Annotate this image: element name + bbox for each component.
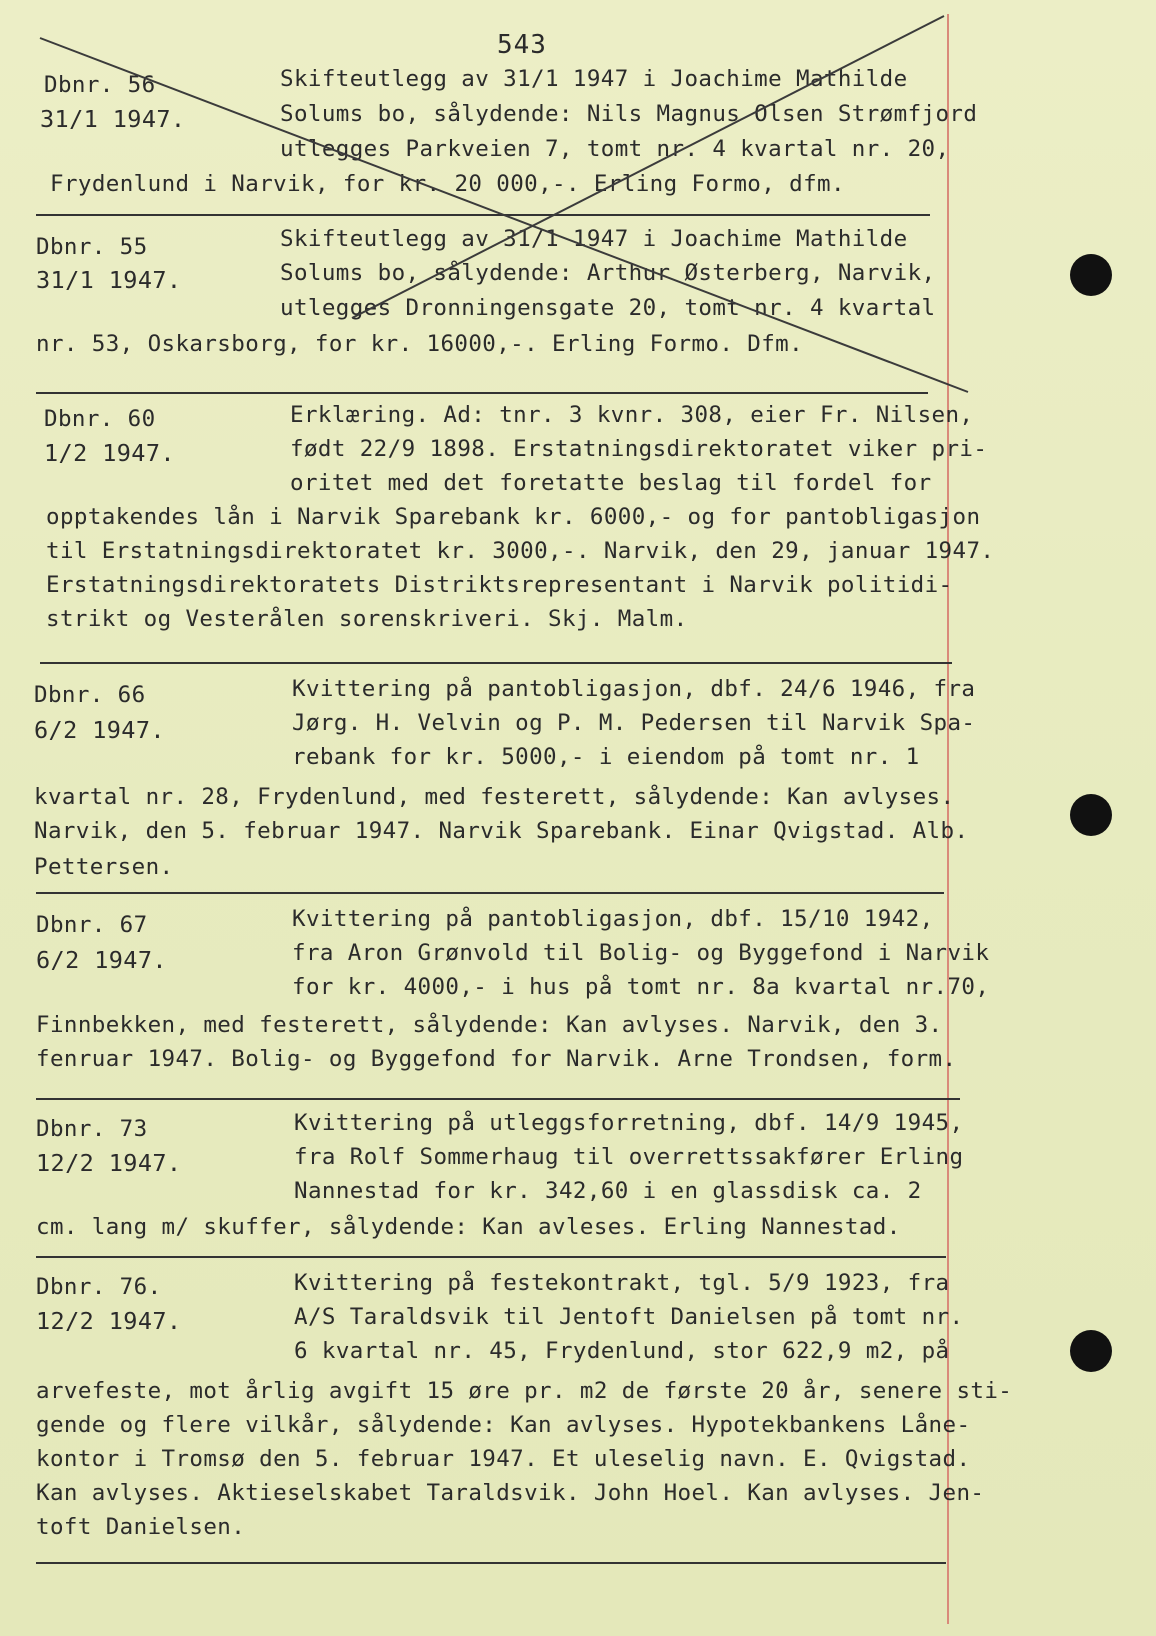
entry-text-line: Kvittering på festekontrakt, tgl. 5/9 1923, fra: [294, 1270, 950, 1296]
entry-text-line: oritet med det foretatte beslag til fordel for: [290, 470, 932, 496]
entry-text-line: Erklæring. Ad: tnr. 3 kvnr. 308, eier Fr. Nilsen,: [290, 402, 974, 428]
page-number: 543: [497, 30, 547, 60]
entry-number: Dbnr. 56: [44, 72, 156, 98]
entry-text-line: Frydenlund i Narvik, for kr. 20 000,-. Erling Formo, dfm.: [50, 171, 845, 197]
entry-text-line: til Erstatningsdirektoratet kr. 3000,-. Narvik, den 29, januar 1947.: [46, 538, 995, 564]
entry-date: 6/2 1947.: [36, 946, 167, 974]
entry-number: Dbnr. 60: [44, 406, 156, 432]
entry-date: 12/2 1947.: [36, 1149, 182, 1177]
entry-number: Dbnr. 55: [36, 234, 148, 260]
entry-text-line: 6 kvartal nr. 45, Frydenlund, stor 622,9 m2, på: [294, 1338, 950, 1364]
entry-text-line: Erstatningsdirektoratets Distriktsrepresentant i Narvik politidi-: [46, 572, 953, 598]
entry-text-line: toft Danielsen.: [36, 1514, 246, 1540]
entry-text-line: Kan avlyses. Aktieselskabet Taraldsvik. John Hoel. Kan avlyses. Jen-: [36, 1480, 985, 1506]
entry-text-line: Skifteutlegg av 31/1 1947 i Joachime Mathilde: [280, 226, 908, 252]
entry-text-line: Pettersen.: [34, 854, 174, 880]
entry-text-line: fra Rolf Sommerhaug til overrettssakfører Erling: [294, 1144, 964, 1170]
entry-date: 6/2 1947.: [34, 716, 165, 744]
entry-number: Dbnr. 76.: [36, 1274, 162, 1300]
entry-text-line: Skifteutlegg av 31/1 1947 i Joachime Mathilde: [280, 66, 908, 92]
entry-text-line: Kvittering på utleggsforretning, dbf. 14/9 1945,: [294, 1110, 964, 1136]
entry-text-line: rebank for kr. 5000,- i eiendom på tomt nr. 1: [292, 744, 920, 770]
entry-text-line: fenruar 1947. Bolig- og Byggefond for Narvik. Arne Trondsen, form.: [36, 1046, 957, 1072]
entry-date: 31/1 1947.: [40, 105, 186, 133]
entry-text-line: Solums bo, sålydende: Arthur Østerberg, Narvik,: [280, 260, 936, 286]
entry-text-line: for kr. 4000,- i hus på tomt nr. 8a kvartal nr.70,: [292, 974, 990, 1000]
entry-date: 1/2 1947.: [44, 439, 175, 467]
entry-text-line: Kvittering på pantobligasjon, dbf. 15/10 1942,: [292, 906, 934, 932]
entry-text-line: Kvittering på pantobligasjon, dbf. 24/6 1946, fra: [292, 676, 976, 702]
entry-text-line: kontor i Tromsø den 5. februar 1947. Et uleselig navn. E. Qvigstad.: [36, 1446, 971, 1472]
entry-text-line: opptakendes lån i Narvik Sparebank kr. 6000,- og for pantobligasjon: [46, 504, 981, 530]
entry-text-line: arvefeste, mot årlig avgift 15 øre pr. m2 de første 20 år, senere sti-: [36, 1378, 1013, 1404]
entry-text-line: utlegges Dronningensgate 20, tomt nr. 4 kvartal: [280, 295, 936, 321]
entry-text-line: født 22/9 1898. Erstatningsdirektoratet viker pri-: [290, 436, 988, 462]
entry-text-line: Narvik, den 5. februar 1947. Narvik Sparebank. Einar Qvigstad. Alb.: [34, 818, 969, 844]
cross-stroke: [40, 38, 968, 392]
entry-text-line: nr. 53, Oskarsborg, for kr. 16000,-. Erling Formo. Dfm.: [36, 331, 804, 357]
entry-text-line: Nannestad for kr. 342,60 i en glassdisk ca. 2: [294, 1178, 922, 1204]
entry-text-line: fra Aron Grønvold til Bolig- og Byggefond i Narvik: [292, 940, 990, 966]
entry-number: Dbnr. 66: [34, 682, 146, 708]
entry-number: Dbnr. 67: [36, 912, 148, 938]
entry-number: Dbnr. 73: [36, 1116, 148, 1142]
entry-text-line: strikt og Vesterålen sorenskriveri. Skj. Malm.: [46, 606, 688, 632]
entry-date: 31/1 1947.: [36, 266, 182, 294]
entry-text-line: A/S Taraldsvik til Jentoft Danielsen på tomt nr.: [294, 1304, 964, 1330]
entry-text-line: utlegges Parkveien 7, tomt nr. 4 kvartal nr. 20,: [280, 136, 950, 162]
entry-text-line: cm. lang m/ skuffer, sålydende: Kan avleses. Erling Nannestad.: [36, 1214, 901, 1240]
entry-text-line: kvartal nr. 28, Frydenlund, med festerett, sålydende: Kan avlyses.: [34, 784, 955, 810]
entry-text-line: gende og flere vilkår, sålydende: Kan avlyses. Hypotekbankens Låne-: [36, 1412, 971, 1438]
entry-date: 12/2 1947.: [36, 1307, 182, 1335]
entry-text-line: Jørg. H. Velvin og P. M. Pedersen til Narvik Spa-: [292, 710, 976, 736]
entry-text-line: Solums bo, sålydende: Nils Magnus Olsen Strømfjord: [280, 101, 978, 127]
entry-text-line: Finnbekken, med festerett, sålydende: Kan avlyses. Narvik, den 3.: [36, 1012, 943, 1038]
cross-stroke: [352, 16, 944, 318]
